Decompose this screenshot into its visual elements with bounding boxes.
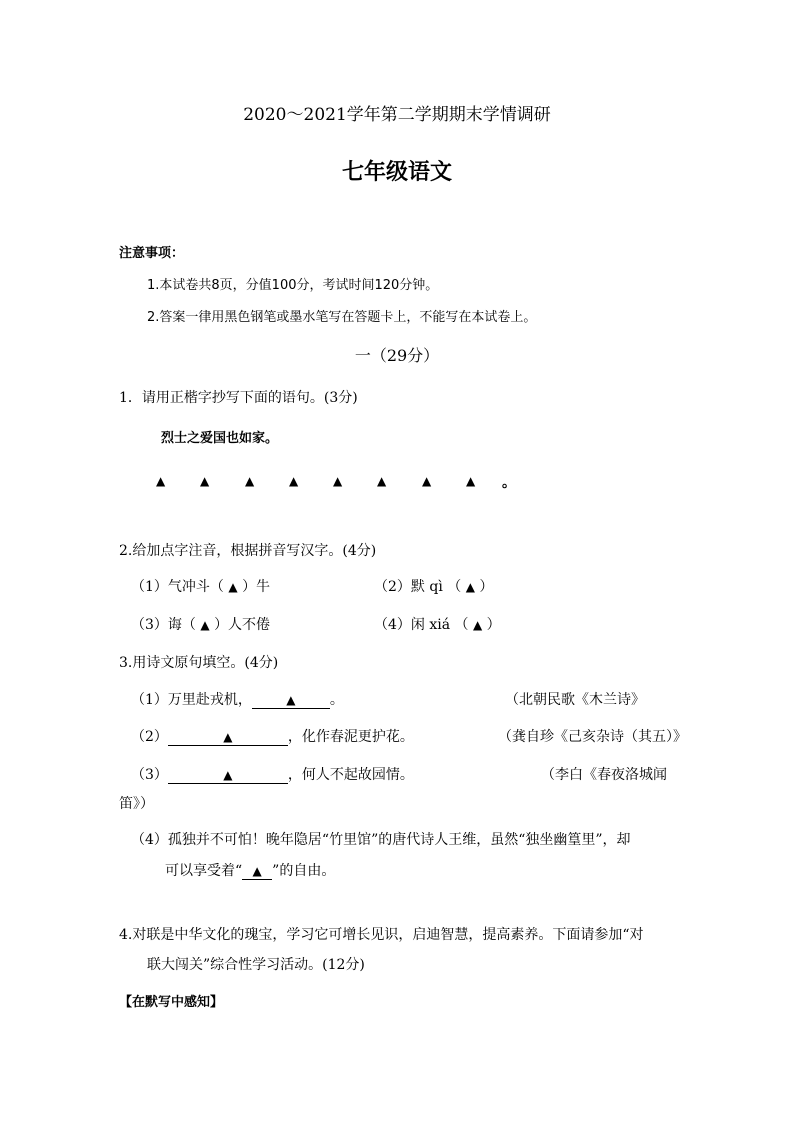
q4-prompt-cont: 联大闯关”综合性学习活动。(12分) xyxy=(147,957,365,973)
note-item-1: 1.本试卷共8页，分值100分，考试时间120分钟。 xyxy=(147,278,439,293)
q1-prompt: 1．请用正楷字抄写下面的语句。(3分) xyxy=(119,390,358,406)
q2-prompt: 2.给加点字注音，根据拼音写汉字。(4分) xyxy=(119,543,377,559)
q2-item-text: ） xyxy=(479,579,494,595)
q3-prompt: 3.用诗文原句填空。(4分) xyxy=(119,655,279,671)
q1-triangle: ▲ xyxy=(289,474,299,488)
q1-triangle: ▲ xyxy=(377,474,387,488)
q3-line-4-cont xyxy=(165,860,335,880)
q3-line-1 xyxy=(131,689,344,709)
q3-text: 。 xyxy=(329,692,344,708)
answer-blank: ▲ xyxy=(168,768,288,784)
answer-triangle: ▲ xyxy=(200,618,210,632)
q3-line-2 xyxy=(131,726,414,746)
q2-item-text: ）人不倦 xyxy=(214,617,271,633)
q1-sentence: 烈士之爱国也如家。 xyxy=(161,431,279,446)
q2-item-text: （3）诲（ xyxy=(131,617,196,633)
q2-item-text: ） xyxy=(486,617,501,633)
q3-text: （1）万里赴戎机， xyxy=(131,692,252,708)
q1-triangle: ▲ xyxy=(200,474,210,488)
q2-item-1 xyxy=(131,576,270,596)
answer-triangle: ▲ xyxy=(472,618,483,632)
answer-triangle: ▲ xyxy=(228,580,238,594)
answer-blank: ▲ xyxy=(168,730,288,746)
q1-triangle: ▲ xyxy=(245,474,255,488)
q3-text: ，何人不起故园情。 xyxy=(287,767,414,783)
q1-triangle: ▲ xyxy=(333,474,343,488)
sub-heading: 【在默写中感知】 xyxy=(119,995,224,1010)
q1-triangle: ▲ xyxy=(422,474,432,488)
q3-text: （2） xyxy=(131,729,168,745)
q2-item-text: （2）默 qì （ xyxy=(374,579,462,595)
q4-prompt: 4.对联是中华文化的瑰宝，学习它可增长见识，启迪智慧，提高素养。下面请参加“对 xyxy=(119,927,644,943)
q1-triangle: ▲ xyxy=(156,474,166,488)
q2-item-4 xyxy=(374,614,501,634)
q3-line-3 xyxy=(131,764,414,784)
q2-item-2 xyxy=(374,576,493,596)
answer-blank: ▲ xyxy=(242,864,272,880)
q3-text: 可以享受着“ xyxy=(165,863,243,879)
q3-source-3: （李白《春夜洛城闻 xyxy=(541,767,667,783)
q3-source-2: （龚自珍《己亥杂诗（其五）》 xyxy=(498,729,687,745)
notes-heading: 注意事项： xyxy=(119,246,185,261)
section-title: 一（29分） xyxy=(354,346,440,365)
q3-source-3-cont: 笛》） xyxy=(119,796,154,812)
note-item-2: 2.答案一律用黑色钢笔或墨水笔写在答题卡上，不能写在本试卷上。 xyxy=(147,310,537,325)
q2-item-3 xyxy=(131,614,270,634)
q2-item-text: （4）闲 xiá （ xyxy=(374,617,469,633)
exam-title: 2020～2021学年第二学期期末学情调研 xyxy=(243,105,551,125)
q1-triangle: ▲ xyxy=(466,474,476,488)
q1-end-mark: 。 xyxy=(502,475,516,491)
answer-triangle: ▲ xyxy=(465,580,475,594)
q2-item-text: ）牛 xyxy=(242,579,271,595)
q3-source-1: （北朝民歌《木兰诗》 xyxy=(505,692,645,708)
q3-text: ”的自由。 xyxy=(272,863,336,879)
q2-item-text: （1）气冲斗（ xyxy=(131,579,224,595)
q3-text: （3） xyxy=(131,767,168,783)
q3-line-4: （4）孤独并不可怕！晚年隐居“竹里馆”的唐代诗人王维，虽然“独坐幽篁里”，却 xyxy=(131,832,631,848)
exam-subject: 七年级语文 xyxy=(341,160,452,185)
answer-blank: ▲ xyxy=(252,693,330,709)
q3-text: ，化作春泥更护花。 xyxy=(287,729,414,745)
